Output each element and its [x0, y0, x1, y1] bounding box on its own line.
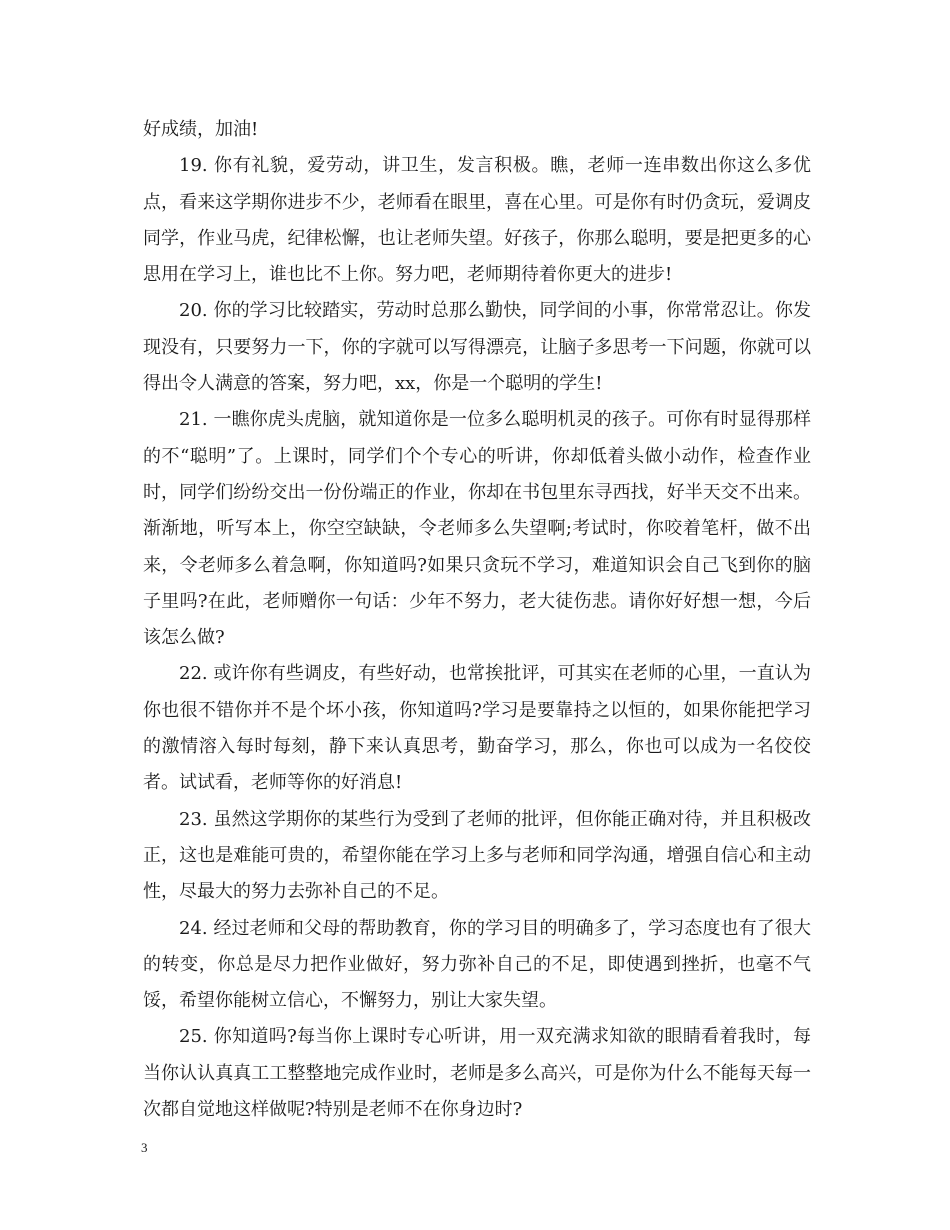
paragraph-item-19: 19. 你有礼貌，爱劳动，讲卫生，发言积极。瞧，老师一连串数出你这么多优点，看来这学期你进步不少，老师看在眼里，喜在心里。可是你有时仍贪玩，爱调皮同学，作业马虎，纪律松懈，也让老师失望。好孩子，你那么聪明，要是把更多的心思用在学习上，谁也比不上你。努力吧，老师期待着你更大的进步! [143, 155, 811, 286]
paragraph-continuation: 好成绩，加油! [143, 119, 259, 140]
page-number: 3 [141, 1140, 148, 1155]
paragraph-item-21: 21. 一瞧你虎头虎脑，就知道你是一位多么聪明机灵的孩子。可你有时显得那样的不“聪明”了。上课时，同学们个个专心的听讲，你却低着头做小动作，检查作业时，同学们纷纷交出一份份端正的作业，你却在书包里东寻西找，好半天交不出来。渐渐地，听写本上，你空空缺缺，令老师多么失望啊;考试时，你咬着笔杆，做不出来，令老师多么着急啊，你知道吗?如果只贪玩不学习，难道知识会自己飞到你的脑子里吗?在此，老师赠你一句话：少年不努力，老大徒伤悲。请你好好想一想，今后该怎么做? [143, 409, 811, 649]
paragraph-item-25: 25. 你知道吗?每当你上课时专心听讲，用一双充满求知欲的眼睛看着我时，每当你认认真真工工整整地完成作业时，老师是多么高兴，可是你为什么不能每天每一次都自觉地这样做呢?特别是老师不在你身边时? [143, 1026, 811, 1121]
paragraph-item-23: 23. 虽然这学期你的某些行为受到了老师的批评，但你能正确对待，并且积极改正，这也是难能可贵的，希望你能在学习上多与老师和同学沟通，增强自信心和主动性，尽最大的努力去弥补自己的不足。 [143, 808, 811, 903]
paragraph-item-22: 22. 或许你有些调皮，有些好动，也常挨批评，可其实在老师的心里，一直认为你也很不错你并不是个坏小孩，你知道吗?学习是要靠持之以恒的，如果你能把学习的激情溶入每时每刻，静下来认真思考，勤奋学习，那么，你也可以成为一名佼佼者。试试看，老师等你的好消息! [143, 663, 811, 794]
document-body [143, 112, 811, 1128]
paragraph-item-24: 24. 经过老师和父母的帮助教育，你的学习目的明确多了，学习态度也有了很大的转变，你总是尽力把作业做好，努力弥补自己的不足，即使遇到挫折，也毫不气馁，希望你能树立信心，不懈努力，别让大家失望。 [143, 917, 811, 1012]
paragraph-item-20: 20. 你的学习比较踏实，劳动时总那么勤快，同学间的小事，你常常忍让。你发现没有，只要努力一下，你的字就可以写得漂亮，让脑子多思考一下问题，你就可以得出令人满意的答案，努力吧，xx，你是一个聪明的学生! [143, 300, 811, 395]
